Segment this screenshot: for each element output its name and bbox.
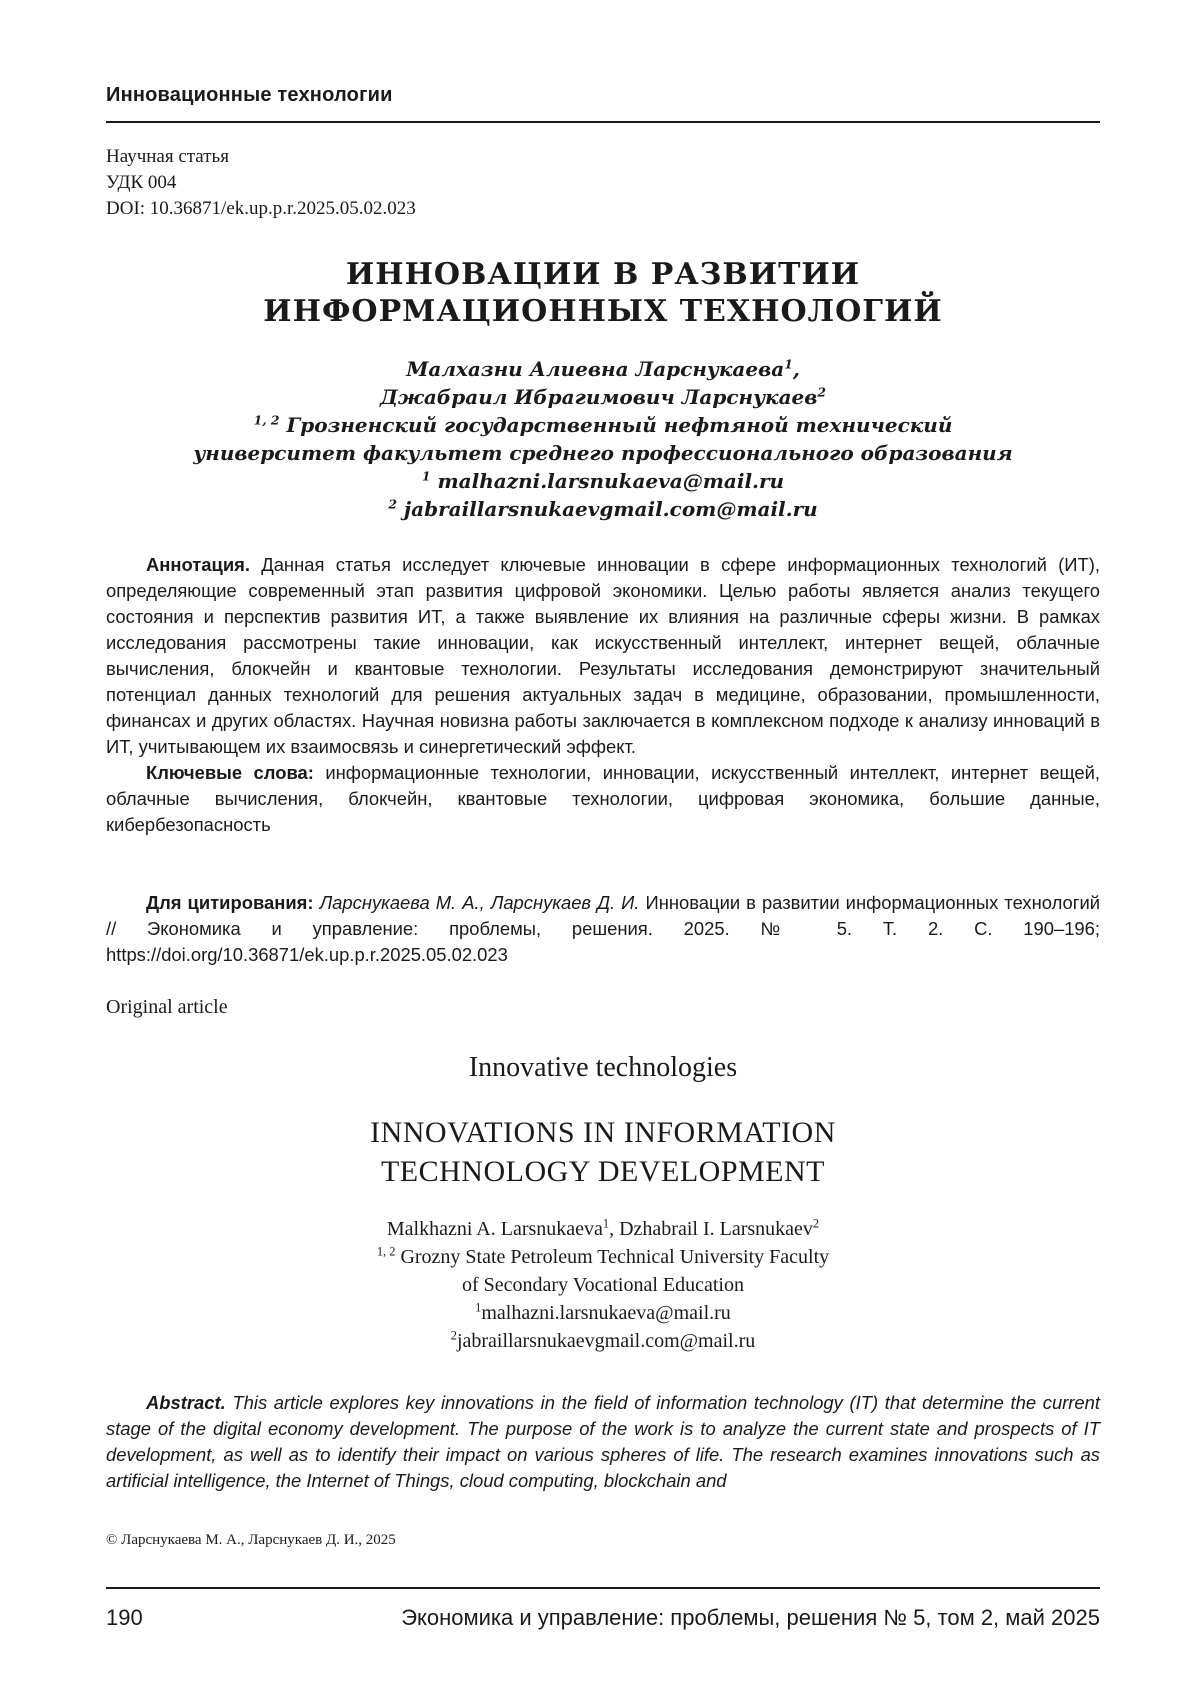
article-type-en: Original article xyxy=(106,996,228,1019)
email2-ru-sup: 2 xyxy=(388,496,397,511)
email1-en-line xyxy=(106,1299,1100,1327)
header-rule xyxy=(106,121,1100,123)
author2-ru-sup: 2 xyxy=(817,384,826,399)
authors-en-line xyxy=(106,1215,1100,1243)
affiliation-ru-line1 xyxy=(106,411,1100,439)
title-ru-line1: ИННОВАЦИИ В РАЗВИТИИ xyxy=(106,256,1100,293)
abstract-ru-text: Данная статья исследует ключевые инновации в сфере информационных технологий (ИТ), определяющие современный этап развития цифровой экономики. Целью работы является анализ текущего состояния и перспектив развития ИТ, а также выявление их влияния на различные сферы жизни. В рамках исследования рассмотрены такие инновации, как искусственный интеллект, интернет вещей, облачные вычисления, блокчейн и квантовые технологии. Результаты исследования демонстрируют значительный потенциал данных технологий для решения актуальных задач в медицине, образовании, промышленности, финансах и других областях. Научная новизна работы заключается в комплексном подходе к анализу инноваций в ИТ, учитывающем их взаимосвязь и синергетический эффект. xyxy=(106,554,1100,757)
email2-en[interactable]: jabraillarsnukaevgmail.com@mail.ru xyxy=(457,1330,755,1352)
copyright-notice: © Ларснукаева М. А., Ларснукаев Д. И., 2025 xyxy=(106,1532,396,1549)
article-title-ru xyxy=(106,256,1100,330)
udk-code: УДК 004 xyxy=(106,170,416,196)
citation-text: Инновации в развитии информационных технологий // Экономика и управление: проблемы, решения. 2025. № 5. Т. 2. С. 190–196; https://doi.org/10.36871/ek.up.p.r.2025.05.02.023 xyxy=(106,892,1100,965)
citation-block xyxy=(106,890,1100,968)
abstract-en-label: Abstract. xyxy=(146,1392,226,1413)
author2-en-sup: 2 xyxy=(813,1216,819,1230)
email1-ru-line xyxy=(106,467,1100,495)
affiliation-en-text1: Grozny State Petroleum Technical University Faculty xyxy=(400,1246,829,1268)
email2-en-sup: 2 xyxy=(451,1328,457,1342)
section-heading: Инновационные технологии xyxy=(106,84,393,107)
article-type: Научная статья xyxy=(106,144,416,170)
author2-ru: Джабраил Ибрагимович Ларснукаев xyxy=(380,385,817,409)
citation-paragraph xyxy=(106,890,1100,968)
author-en-separator: , xyxy=(609,1218,619,1240)
article-page xyxy=(106,0,1100,1698)
affiliation-ru-text1: Грозненский государственный нефтяной технический xyxy=(286,413,952,437)
email1-ru-sup: 1 xyxy=(422,468,431,483)
author1-en: Malkhazni A. Larsnukaeva xyxy=(387,1218,603,1240)
abstract-en-text: This article explores key innovations in the field of information technology (IT) that determine the current stage of the digital economy development. The purpose of the work is to analyze the current state and prospects of IT development, as well as to identify their impact on various spheres of life. The research examines innovations such as artificial intelligence, the Internet of Things, cloud computing, blockchain and xyxy=(106,1392,1100,1491)
email2-ru-line xyxy=(106,495,1100,523)
doi: DOI: 10.36871/ek.up.p.r.2025.05.02.023 xyxy=(106,196,416,222)
keywords-ru-label: Ключевые слова: xyxy=(146,762,314,783)
title-en-line2: TECHNOLOGY DEVELOPMENT xyxy=(106,1152,1100,1191)
affiliation-ru-line2: университет факультет среднего профессионального образования xyxy=(106,439,1100,467)
author2-ru-line xyxy=(106,383,1100,411)
author1-ru-sup: 1 xyxy=(784,356,793,371)
abstract-en xyxy=(106,1390,1100,1494)
author1-ru: Малхазни Алиевна Ларснукаева xyxy=(406,357,784,381)
email1-ru[interactable]: malhazni.larsnukaeva@mail.ru xyxy=(438,469,785,493)
section-heading-en: Innovative technologies xyxy=(106,1052,1100,1084)
abstract-en-paragraph xyxy=(106,1390,1100,1494)
abstract-ru xyxy=(106,552,1100,838)
email2-ru[interactable]: jabraillarsnukaevgmail.com@mail.ru xyxy=(404,497,818,521)
email1-en[interactable]: malhazni.larsnukaeva@mail.ru xyxy=(481,1302,730,1324)
author1-ru-separator: , xyxy=(793,357,800,381)
email2-en-line xyxy=(106,1327,1100,1355)
journal-footer: Экономика и управление: проблемы, решения № 5, том 2, май 2025 xyxy=(401,1605,1100,1631)
title-en-line1: INNOVATIONS IN INFORMATION xyxy=(106,1113,1100,1152)
affiliation-en-line1 xyxy=(106,1243,1100,1271)
authors-block-ru xyxy=(106,355,1100,523)
keywords-ru-paragraph xyxy=(106,760,1100,838)
affiliation-en-line2: of Secondary Vocational Education xyxy=(106,1271,1100,1299)
article-meta xyxy=(106,144,416,222)
author1-ru-line xyxy=(106,355,1100,383)
affiliation-ru-sup: 1, 2 xyxy=(254,412,280,427)
author1-en-sup: 1 xyxy=(603,1216,609,1230)
citation-authors: Ларснукаева М. А., Ларснукаев Д. И. xyxy=(320,892,640,913)
abstract-ru-paragraph xyxy=(106,552,1100,760)
page-number: 190 xyxy=(106,1605,143,1631)
author2-en: Dzhabrail I. Larsnukaev xyxy=(619,1218,813,1240)
title-ru-line2: ИНФОРМАЦИОННЫХ ТЕХНОЛОГИЙ xyxy=(106,293,1100,330)
article-title-en xyxy=(106,1113,1100,1191)
email1-en-sup: 1 xyxy=(475,1300,481,1314)
authors-block-en xyxy=(106,1215,1100,1355)
citation-label: Для цитирования: xyxy=(146,892,314,913)
abstract-ru-label: Аннотация. xyxy=(146,554,250,575)
affiliation-en-sup: 1, 2 xyxy=(377,1244,396,1258)
footer-rule xyxy=(106,1587,1100,1589)
keywords-ru-text: информационные технологии, инновации, искусственный интеллект, интернет вещей, облачные вычисления, блокчейн, квантовые технологии, цифровая экономика, большие данные, кибербезопасность xyxy=(106,762,1100,835)
